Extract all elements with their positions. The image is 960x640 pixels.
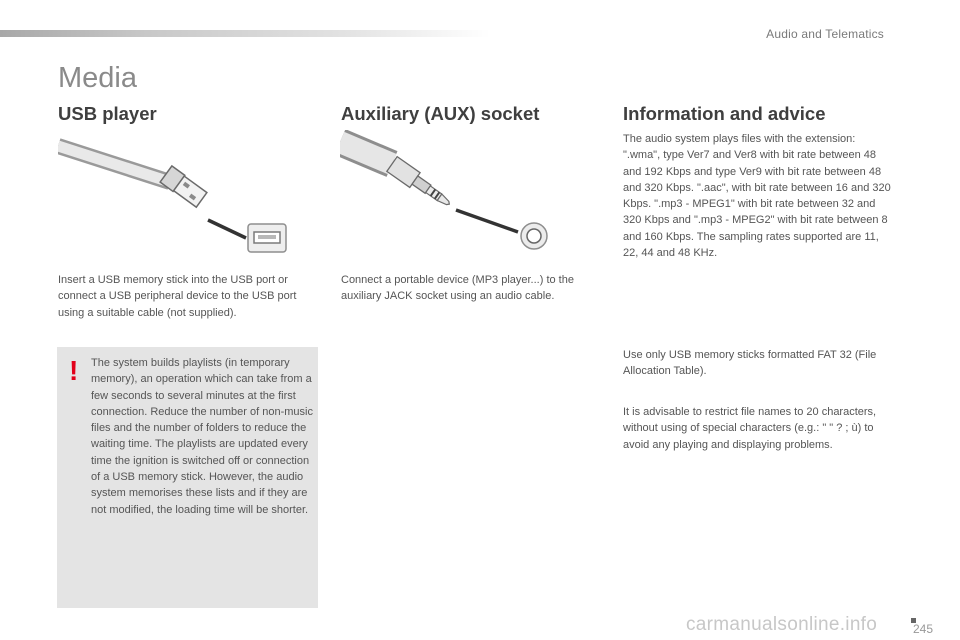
pointer-line: [456, 210, 518, 232]
usb-port-icon: [248, 224, 286, 252]
info-heading: Information and advice: [623, 103, 826, 124]
page-title: Media: [58, 62, 137, 94]
warning-box: [57, 347, 318, 608]
watermark: carmanualsonline.info: [686, 614, 878, 635]
section-header: Audio and Telematics: [766, 27, 884, 41]
aux-socket-icon: [521, 223, 547, 249]
pointer-line: [208, 220, 246, 238]
page-number: 245: [913, 622, 934, 636]
aux-jack-illustration: [340, 130, 560, 252]
usb-instructions: Insert a USB memory stick into the USB port or connect a USB peripheral device to the USB port using a suitable cable (not supplied).: [58, 274, 297, 319]
header-bar: [0, 30, 490, 37]
jack-plug-icon: [387, 157, 455, 212]
aux-instructions: Connect a portable device (MP3 player...) to the auxiliary JACK socket using an audio cable.: [341, 274, 574, 303]
exclamation-icon: !: [69, 355, 79, 386]
usb-plug-illustration: [58, 130, 298, 260]
info-filenames-text: It is advisable to restrict file names to 20 characters, without using of special characters (e.g.: " " ? ; ù) to avoid any playing and displaying problems.: [623, 406, 877, 451]
usb-cable-illustration: [58, 146, 170, 182]
aux-heading: Auxiliary (AUX) socket: [341, 103, 540, 124]
aux-cable-illustration: [340, 142, 392, 164]
usb-heading: USB player: [58, 103, 157, 124]
warning-text: The system builds playlists (in temporary memory), an operation which can take from a few seconds to several minutes at the first connection. Reduce the number of non-music files and the number of folders to reduce the waiting time. The playlists are updated every time the ignition is switched off or connection of a USB memory stick. However, the audio system memorises these lists and if they are not modified, the loading time will be shorter.: [91, 357, 313, 516]
info-fat32-text: Use only USB memory sticks formatted FAT 32 (File Allocation Table).: [623, 349, 877, 378]
info-formats-text: The audio system plays files with the extension: ".wma", type Ver7 and Ver8 with bit rate between 48 and 192 Kbps and type Ver9 with bit rate between 48 and 320 Kbps. ".aac", with bit rate between 16 and 320 Kbps. ".mp3 - MPEG1" with bit rate between 32 and 320 Kbps and ".mp3 - MPEG2" with bit rate between 8 and 160 Kbps. The sampling rates supported are 11, 22, 44 and 48 KHz.: [623, 133, 891, 260]
usb-plug-icon: [160, 166, 207, 208]
